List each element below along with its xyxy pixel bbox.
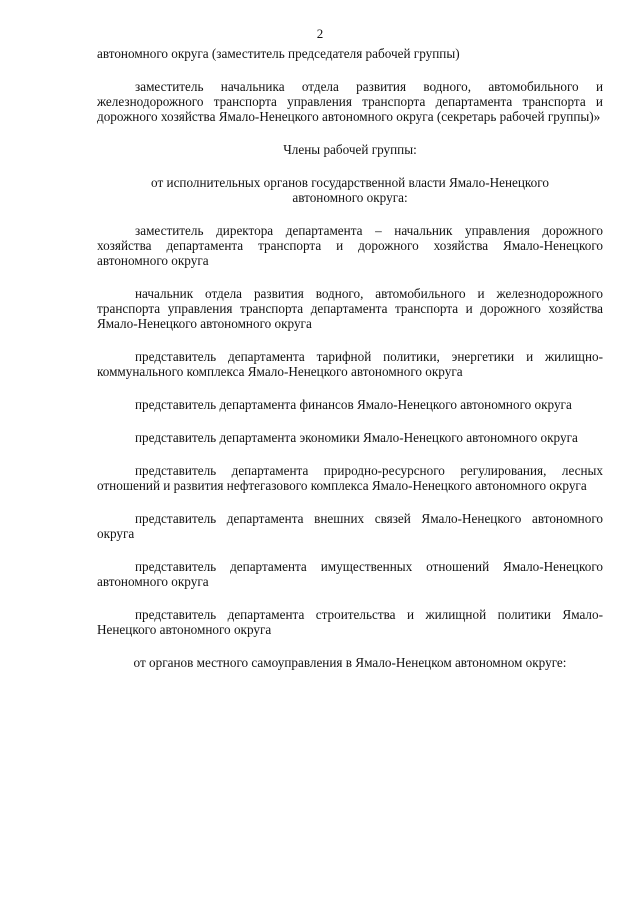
paragraph-member-economy: представитель департамента экономики Ямало-Ненецкого автономного округа	[135, 430, 578, 445]
heading-executive-bodies: от исполнительных органов государственной власти Ямало-Ненецкого автономного округа:	[151, 175, 549, 205]
paragraph-member-head-of-department: начальник отдела развития водного, автомобильного и железнодорожного транспорта управления транспорта департамента транспорта и дорожного хозяйства Ямало-Ненецкого автономного округа	[97, 286, 603, 331]
paragraph-member-deputy-director: заместитель директора департамента – начальник управления дорожного хозяйства департамента транспорта и дорожного хозяйства Ямало-Ненецкого автономного округа	[97, 223, 603, 268]
paragraph-member-finance: представитель департамента финансов Ямало-Ненецкого автономного округа	[135, 397, 572, 412]
paragraph-member-tariff-policy: представитель департамента тарифной политики, энергетики и жилищно-коммунального комплекса Ямало-Ненецкого автономного округа	[97, 349, 603, 379]
heading-members: Члены рабочей группы:	[283, 142, 417, 157]
paragraph-deputy-chair: автономного округа (заместитель председателя рабочей группы)	[97, 46, 460, 61]
page-number: 2	[316, 26, 324, 41]
heading-local-government: от органов местного самоуправления в Ямало-Ненецком автономном округе:	[133, 655, 567, 670]
paragraph-secretary: заместитель начальника отдела развития водного, автомобильного и железнодорожного транспорта управления транспорта департамента транспорта и дорожного хозяйства Ямало-Ненецкого автономного округа (секретарь рабочей группы)»	[97, 79, 603, 124]
paragraph-member-natural-resources: представитель департамента природно-ресурсного регулирования, лесных отношений и развития нефтегазового комплекса Ямало-Ненецкого автономного округа	[97, 463, 603, 493]
document-body	[97, 46, 603, 670]
paragraph-member-property: представитель департамента имущественных отношений Ямало-Ненецкого автономного округа	[97, 559, 603, 589]
paragraph-member-external-relations: представитель департамента внешних связей Ямало-Ненецкого автономного округа	[97, 511, 603, 541]
paragraph-member-construction: представитель департамента строительства и жилищной политики Ямало-Ненецкого автономного округа	[97, 607, 603, 637]
